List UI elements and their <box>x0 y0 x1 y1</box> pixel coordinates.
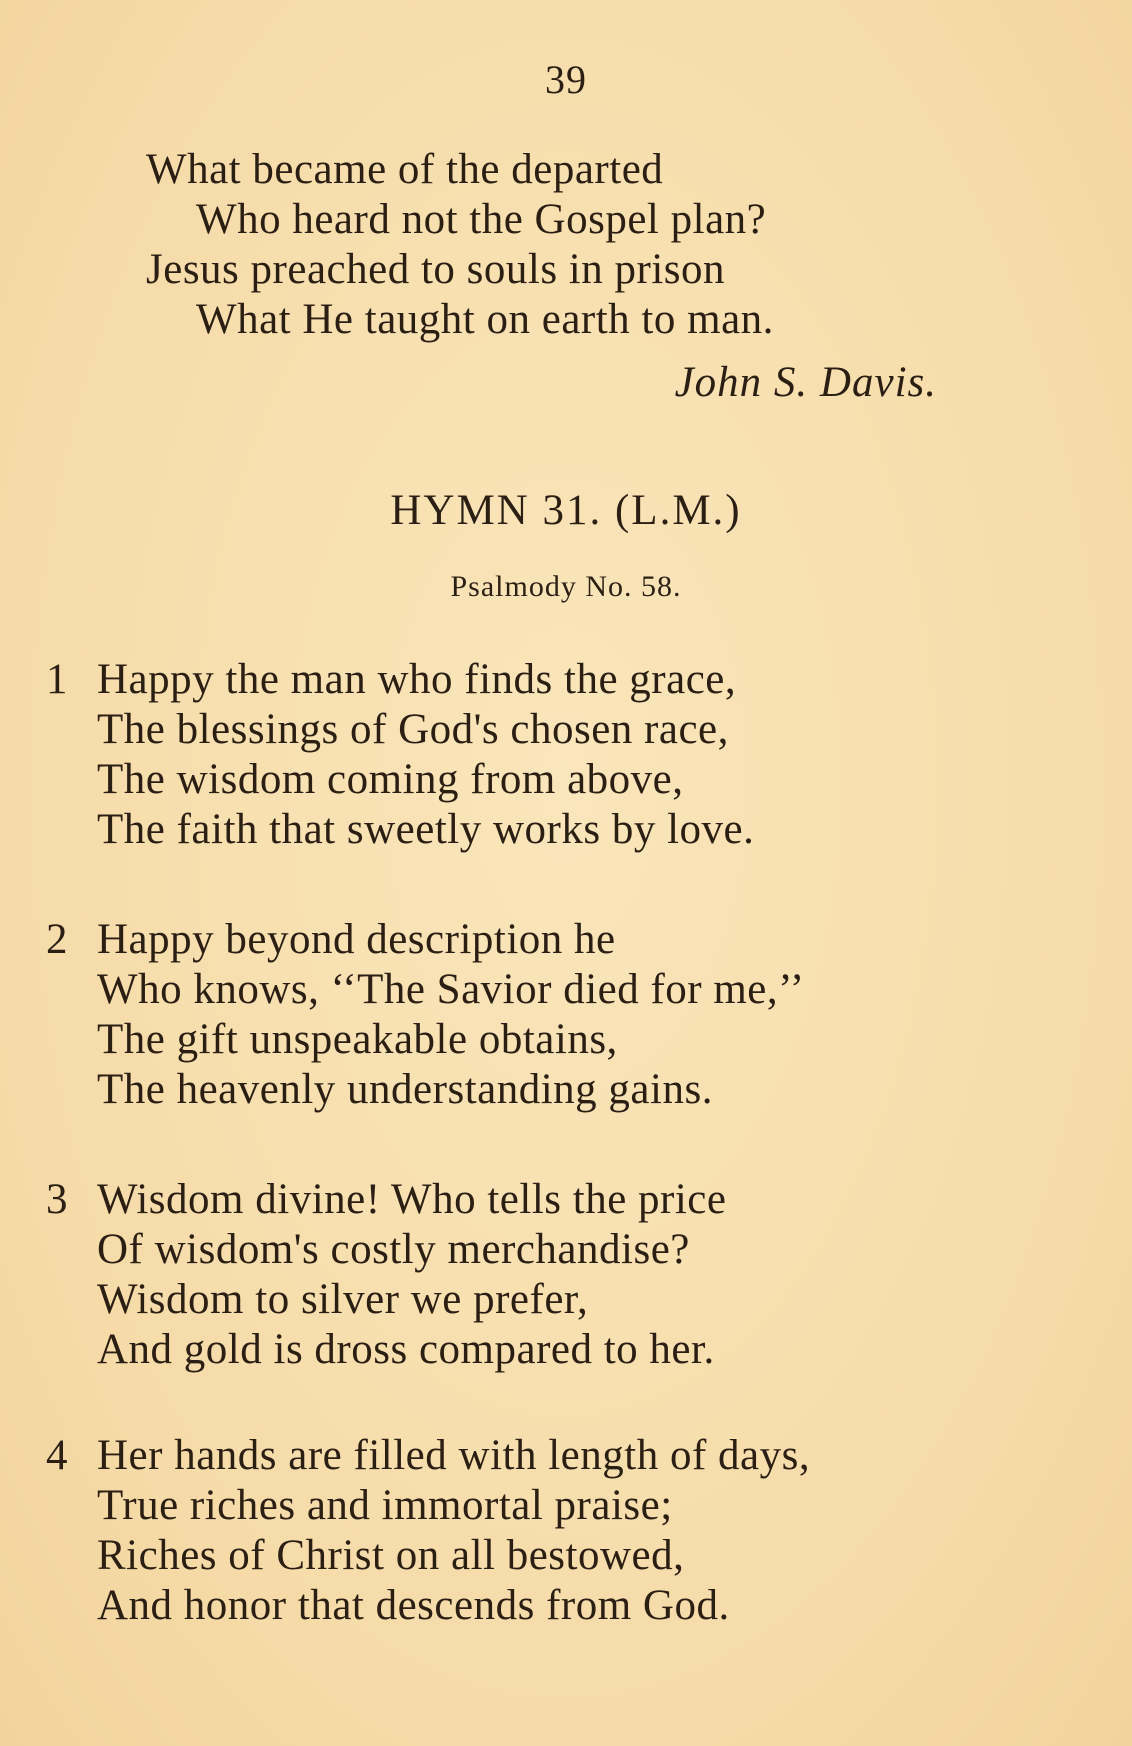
verse-line: Of wisdom's costly merchandise? <box>97 1226 690 1273</box>
verse-line: Her hands are filled with length of days, <box>97 1432 811 1479</box>
author-attribution: John S. Davis. <box>674 359 937 406</box>
verse-line: The heavenly understanding gains. <box>97 1066 713 1113</box>
verse-line: Happy beyond description he <box>97 916 616 963</box>
verse-line: The blessings of God's chosen race, <box>97 706 729 753</box>
verse-line: And honor that descends from God. <box>97 1582 730 1629</box>
verse-line: The faith that sweetly works by love. <box>97 806 755 853</box>
hymn-tune-reference: Psalmody No. 58. <box>450 570 682 603</box>
verse-line: What He taught on earth to man. <box>196 296 774 343</box>
verse-line: True riches and immortal praise; <box>97 1482 673 1529</box>
verse-line: Who heard not the Gospel plan? <box>196 196 767 243</box>
verse-line: The gift unspeakable obtains, <box>97 1016 618 1063</box>
stanza-number: 3 <box>46 1176 68 1223</box>
stanza-number: 4 <box>46 1432 68 1479</box>
verse-line: Wisdom divine! Who tells the price <box>97 1176 727 1223</box>
stanza-number: 1 <box>46 656 68 703</box>
verse-line: And gold is dross compared to her. <box>97 1326 715 1373</box>
verse-line: Wisdom to silver we prefer, <box>97 1276 589 1323</box>
page-number: 39 <box>545 57 587 102</box>
verse-line: What became of the departed <box>146 146 664 193</box>
verse-line: Happy the man who finds the grace, <box>97 656 737 703</box>
stanza-number: 2 <box>46 916 68 963</box>
hymn-title: HYMN 31. (L.M.) <box>390 487 742 534</box>
verse-line: Who knows, ‘‘The Savior died for me,’’ <box>97 966 805 1013</box>
verse-line: Jesus preached to souls in prison <box>146 246 726 293</box>
verse-line: Riches of Christ on all bestowed, <box>97 1532 685 1579</box>
verse-line: The wisdom coming from above, <box>97 756 684 803</box>
